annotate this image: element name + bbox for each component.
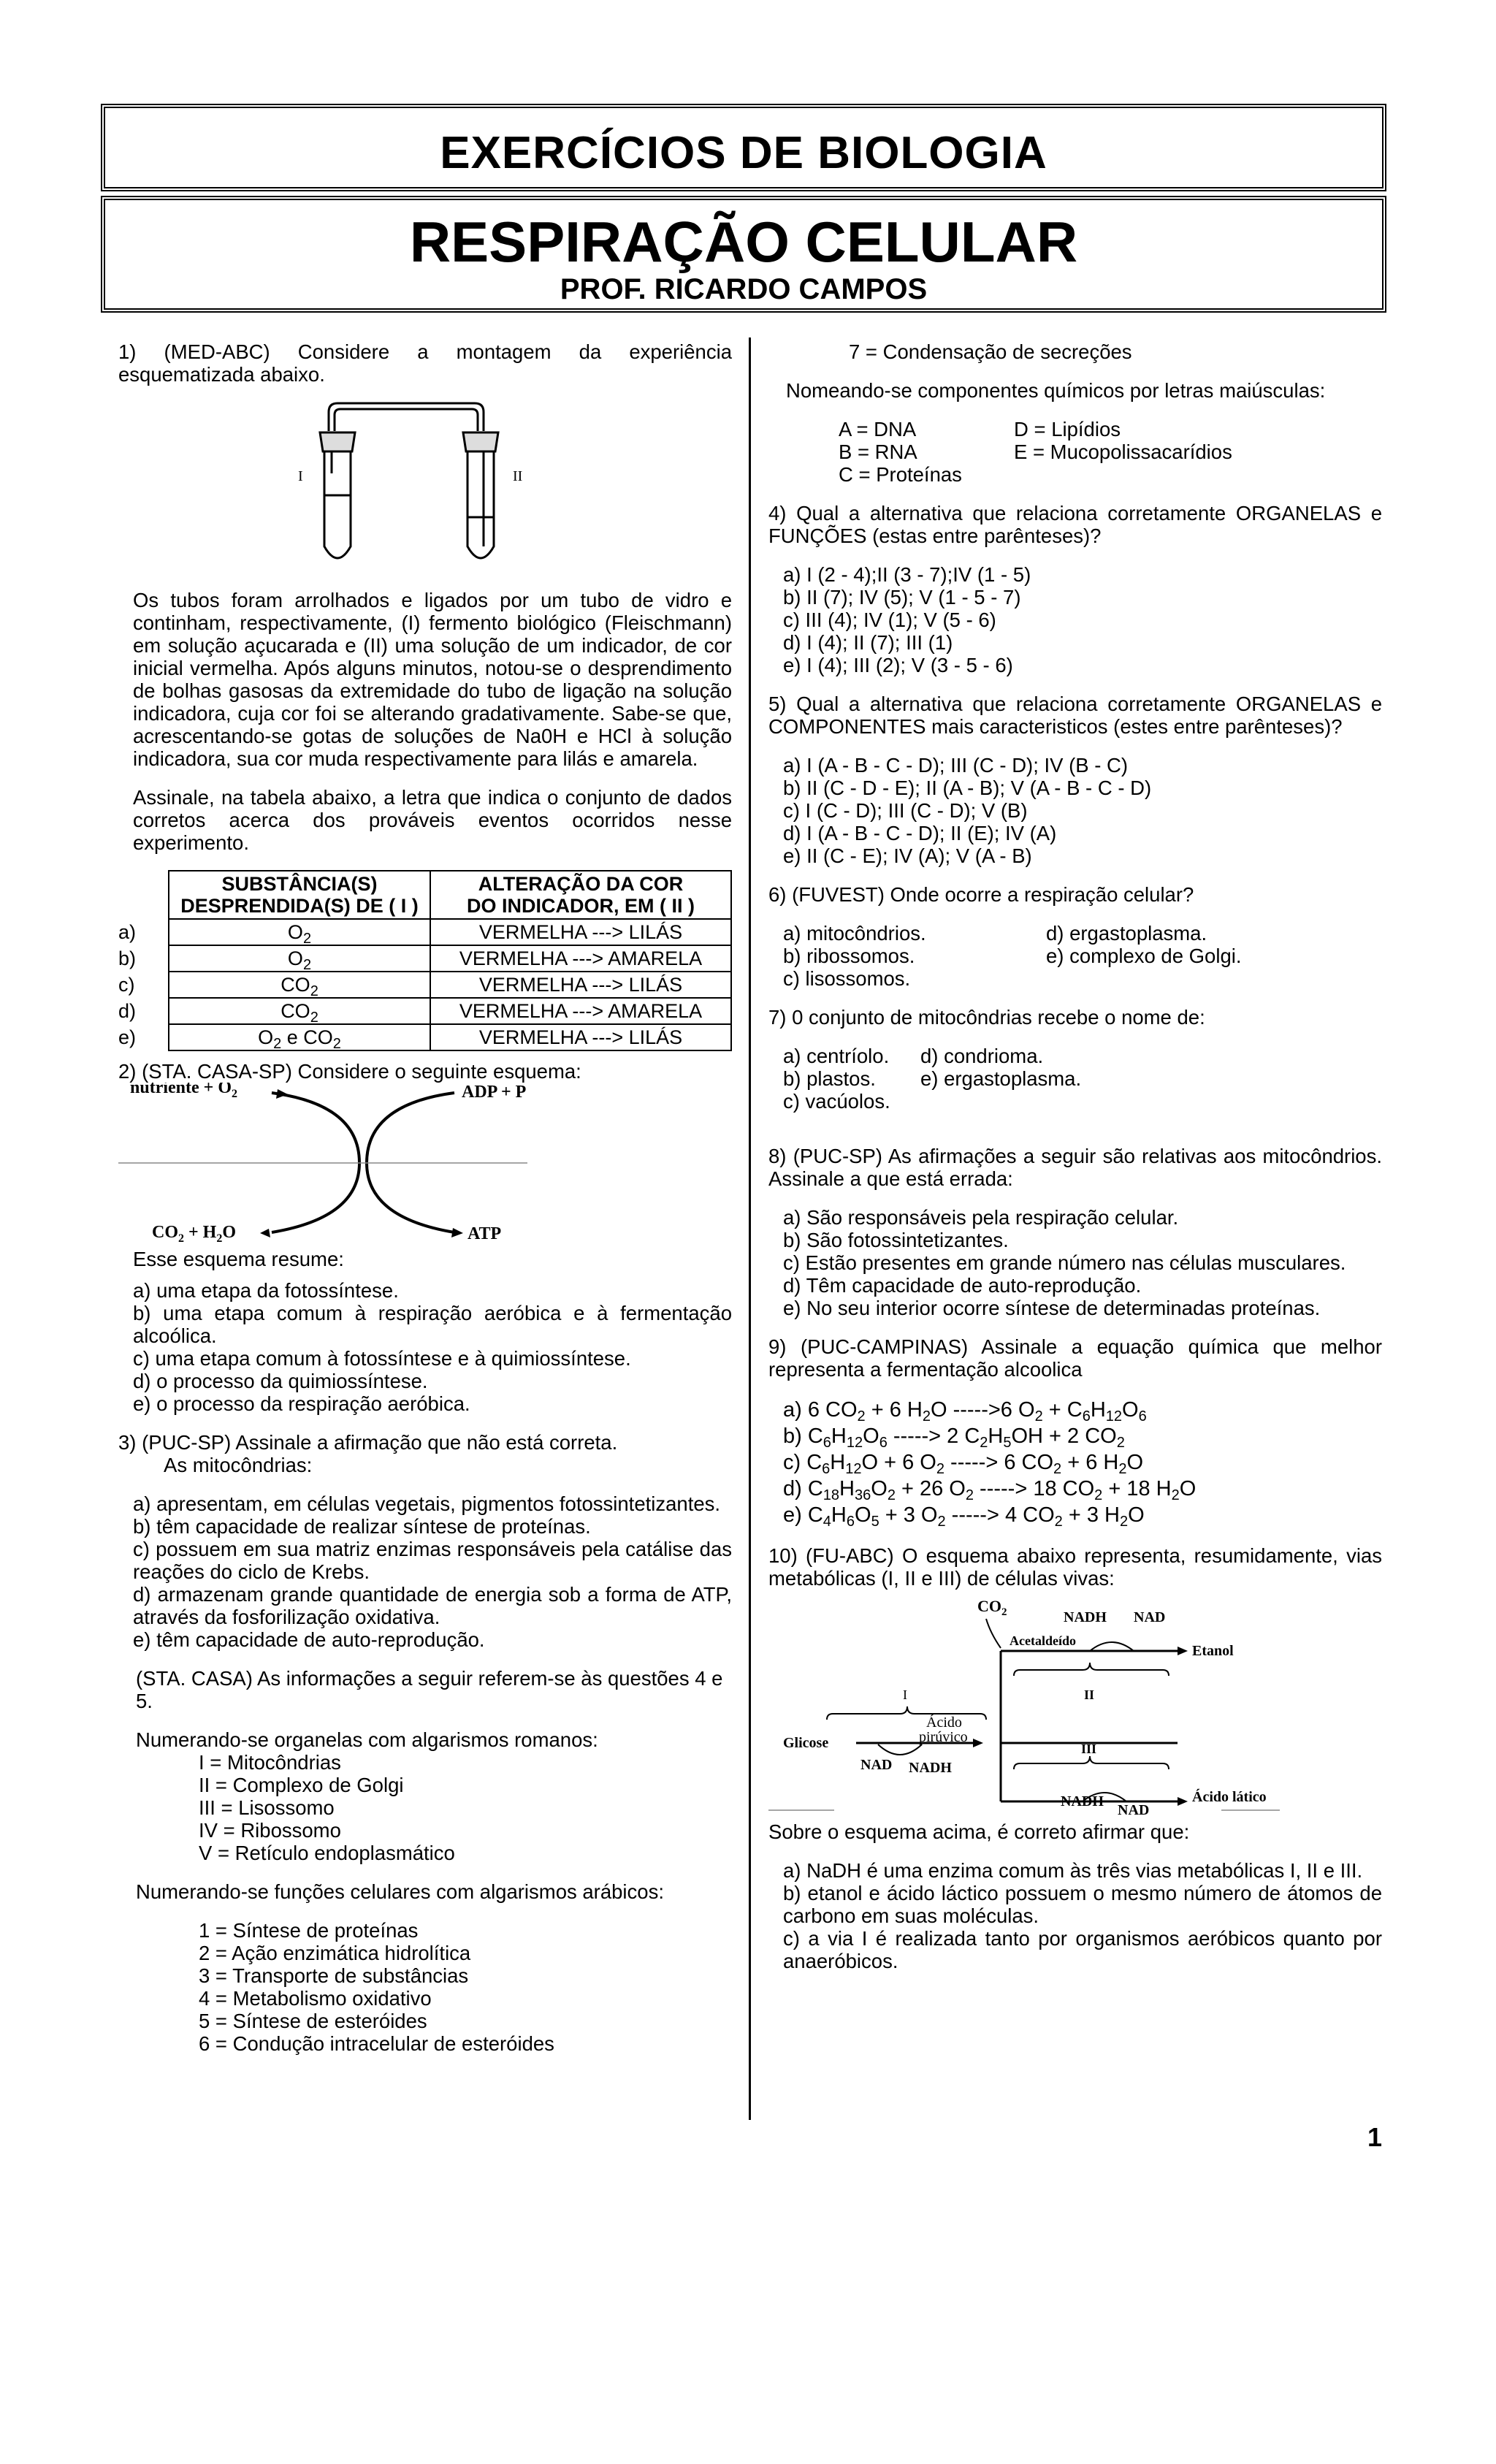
q3-option: a) apresentam, em células vegetais, pigmentos fotossintetizantes. <box>133 1492 721 1515</box>
info45-intro: (STA. CASA) As informações a seguir referem-se às questões 4 e 5. <box>136 1667 723 1712</box>
functions-title: Numerando-se funções celulares com algarismos arábicos: <box>136 1880 664 1903</box>
q7-intro: 7) 0 conjunto de mitocôndrias recebe o nome de: <box>768 1006 1205 1029</box>
q9-option-c: c) $C_6H_{12}O + 6$ $O_2$ -----> 6 $CO_2 + 6$ $H_2O$ <box>783 1451 1144 1477</box>
q4-option: d) I (4); II (7); III (1) <box>783 631 953 654</box>
components-title: Nomeando-se componentes químicos por letras maiúsculas: <box>786 379 1326 402</box>
table-row: c) $CO_2$ VERMELHA ---> LILÁS <box>118 972 731 998</box>
q5-option: d) I (A - B - C - D); II (E); IV (A) <box>783 822 1057 844</box>
organelles-title: Numerando-se organelas com algarismos romanos: <box>136 1728 598 1751</box>
svg-text:I: I <box>903 1687 907 1702</box>
svg-text:NAD: NAD <box>860 1757 893 1773</box>
components-list: A = DNA B = RNA C = Proteínas D = Lipídios E = Mucopolissacarídios <box>839 418 1232 486</box>
organelle-item: IV = Ribossomo <box>199 1819 341 1842</box>
q4-option: c) III (4); IV (1); V (5 - 6) <box>783 609 996 631</box>
function-item: 7 = Condensação de secreções <box>849 340 1132 363</box>
q3-option: d) armazenam grande quantidade de energia sob a forma de ATP, através da fosforilização oxidativa. <box>133 1583 732 1628</box>
organelle-item: III = Lisossomo <box>199 1796 335 1819</box>
tube-ii-label: II <box>513 468 523 484</box>
q2-option: a) uma etapa da fotossíntese. <box>133 1279 399 1302</box>
q4-option: b) II (7); IV (5); V (1 - 5 - 7) <box>783 586 1021 609</box>
organelle-item: II = Complexo de Golgi <box>199 1774 404 1796</box>
svg-text:II: II <box>1084 1687 1095 1702</box>
test-tubes-diagram <box>118 386 732 568</box>
q7-options: a) centríolo. b) plastos. c) vacúolos. d) condrioma. e) ergastoplasma. <box>783 1045 1082 1113</box>
atp-label: ATP <box>468 1224 502 1243</box>
q3-option: b) têm capacidade de realizar síntese de proteínas. <box>133 1515 591 1538</box>
table-row: e) $O_2$ e $CO_2$ VERMELHA ---> LILÁS <box>118 1024 731 1050</box>
q8-option: d) Têm capacidade de auto-reprodução. <box>783 1274 1142 1297</box>
svg-text:NAD: NAD <box>1134 1609 1166 1625</box>
q2-intro: 2) (STA. CASA-SP) Considere o seguinte esquema: <box>118 1060 581 1083</box>
q3-option: e) têm capacidade de auto-reprodução. <box>133 1628 485 1651</box>
q5-intro: 5) Qual a alternativa que relaciona corretamente ORGANELAS e COMPONENTES mais caracteristicos (estes entre parênteses)? <box>768 693 1382 738</box>
q5-option: a) I (A - B - C - D); III (C - D); IV (B - C) <box>783 754 1129 777</box>
adp-label: ADP + P <box>462 1083 527 1102</box>
energy-coupling-diagram <box>118 1083 557 1243</box>
header-series-box <box>101 104 1386 191</box>
svg-text:NADH: NADH <box>1061 1793 1104 1809</box>
svg-text:CO2: $CO_2$ <box>977 1597 1007 1618</box>
organelle-item: I = Mitocôndrias <box>199 1751 341 1774</box>
q2-option: d) o processo da quimiossíntese. <box>133 1370 428 1392</box>
q10-option: c) a via I é realizada tanto por organismos aeróbicos quanto por anaeróbicos. <box>783 1927 1382 1972</box>
page-title: RESPIRAÇÃO CELULAR <box>409 210 1078 274</box>
series-title: EXERCÍCIOS DE BIOLOGIA <box>440 128 1047 178</box>
svg-text:Etanol: Etanol <box>1192 1643 1234 1659</box>
svg-text:III: III <box>1081 1742 1097 1756</box>
function-item: 4 = Metabolismo oxidativo <box>199 1987 432 2010</box>
q4-intro: 4) Qual a alternativa que relaciona corretamente ORGANELAS e FUNÇÕES (estas entre parênteses)? <box>768 502 1382 547</box>
q1-text2: Assinale, na tabela abaixo, a letra que indica o conjunto de dados corretos acerca dos prováveis eventos ocorridos nesse experimento. <box>133 786 732 854</box>
page-number: 1 <box>1367 2122 1382 2152</box>
q10-intro: 10) (FU-ABC) O esquema abaixo representa, resumidamente, vias metabólicas (I, II e III) de células vivas: <box>768 1544 1382 1590</box>
tube-i-label: I <box>298 468 303 484</box>
q8-option: a) São responsáveis pela respiração celular. <box>783 1206 1179 1229</box>
q3-sub: As mitocôndrias: <box>164 1454 313 1476</box>
svg-text:pirúvico: pirúvico <box>919 1729 968 1745</box>
q4-option: e) I (4); III (2); V (3 - 5 - 6) <box>783 654 1013 676</box>
q6-intro: 6) (FUVEST) Onde ocorre a respiração celular? <box>768 883 1194 906</box>
q4-option: a) I (2 - 4);II (3 - 7);IV (1 - 5) <box>783 563 1031 586</box>
svg-text:NADH: NADH <box>1064 1609 1107 1625</box>
svg-text:Ácido: Ácido <box>926 1714 962 1731</box>
table-row: a) $O_2$ VERMELHA ---> LILÁS <box>118 919 731 945</box>
q9-option-d: d) $C_{18}H_{36}O_2 + 26$ $O_2$ -----> 18 $CO_2 + 18$ $H_2O$ <box>783 1477 1197 1503</box>
q9-option-b: b) $C_6H_{12}O_6$ -----> 2 $C_2H_5OH + 2$ $CO_2$ <box>783 1424 1125 1451</box>
table-header-substance: SUBSTÂNCIA(S) DESPRENDIDA(S) DE ( I ) <box>169 871 430 919</box>
q8-option: e) No seu interior ocorre síntese de determinadas proteínas. <box>783 1297 1321 1319</box>
function-item: 5 = Síntese de esteróides <box>199 2010 427 2032</box>
svg-text:NAD: NAD <box>1118 1802 1150 1816</box>
q5-option: c) I (C - D); III (C - D); V (B) <box>783 799 1028 822</box>
table-row: d) $CO_2$ VERMELHA ---> AMARELA <box>118 998 731 1024</box>
q2-option: c) uma etapa comum à fotossíntese e à quimiossíntese. <box>133 1347 631 1370</box>
q9-intro: 9) (PUC-CAMPINAS) Assinale a equação química que melhor representa a fermentação alcoolica <box>768 1335 1382 1381</box>
function-item: 2 = Ação enzimática hidrolítica <box>199 1942 471 1964</box>
q3-option: c) possuem em sua matriz enzimas responsáveis pela catálise das reações do ciclo de Krebs. <box>133 1538 732 1583</box>
svg-text:NADH: NADH <box>909 1760 952 1776</box>
q2-option: e) o processo da respiração aeróbica. <box>133 1392 470 1415</box>
left-column <box>118 340 732 2055</box>
q10-stem: Sobre o esquema acima, é correto afirmar que: <box>768 1820 1190 1843</box>
function-item: 1 = Síntese de proteínas <box>199 1919 419 1942</box>
table-row: b) $O_2$ VERMELHA ---> AMARELA <box>118 945 731 972</box>
q8-option: b) São fotossintetizantes. <box>783 1229 1009 1251</box>
author: PROF. RICARDO CAMPOS <box>560 273 928 305</box>
q9-option-a: a) 6 $CO_2 + 6$ $H_2O$ ----->6 $O_2 + C_6H_{12}O_6$ <box>783 1398 1147 1424</box>
q5-option: e) II (C - E); IV (A); V (A - B) <box>783 844 1032 867</box>
svg-text:Glicose: Glicose <box>783 1735 829 1751</box>
column-divider <box>749 337 751 2120</box>
svg-text:CO2 + H2O: $CO_2 + H_2O$ <box>152 1223 237 1243</box>
q5-option: b) II (C - D - E); II (A - B); V (A - B - C - D) <box>783 777 1152 799</box>
q8-intro: 8) (PUC-SP) As afirmações a seguir são relativas aos mitocôndrios. Assinale a que está errada: <box>768 1145 1382 1190</box>
q1-text1: Os tubos foram arrolhados e ligados por um tubo de vidro e continham, respectivamente, (I) fermento biológico (Fleischmann) em solução açucarada e (II) uma solução de um indicador, de cor inicial vermelha. Após alguns minutos, notou-se o desprendimento de bolhas gasosas da extremidade do tubo de ligação na solução indicadora, cuja cor foi se alterando gradativamente. Sabe-se que, acrescentando-se gotas de soluções de Na0H e HCl à solução indicadora, sua cor muda respectivamente para lilás e amarela. <box>133 589 732 770</box>
organelle-item: V = Retículo endoplasmático <box>199 1842 455 1864</box>
table-header-color: ALTERAÇÃO DA COR DO INDICADOR, EM ( II ) <box>430 871 731 919</box>
svg-text:Acetaldeído: Acetaldeído <box>1010 1633 1076 1648</box>
header-title-box <box>101 196 1386 313</box>
metabolic-pathways-diagram <box>768 1590 1382 1816</box>
svg-text:nutriente + O2: nutriente + $O_2$ <box>130 1083 237 1100</box>
function-item: 6 = Condução intracelular de esteróides <box>199 2032 554 2055</box>
q6-options: a) mitocôndrios. b) ribossomos. c) lisossomos. d) ergastoplasma. e) complexo de Golgi. <box>783 922 1242 990</box>
function-item: 3 = Transporte de substâncias <box>199 1964 469 1987</box>
q1-table <box>118 870 732 1051</box>
q8-option: c) Estão presentes em grande número nas células musculares. <box>783 1251 1346 1274</box>
q10-option: a) NaDH é uma enzima comum às três vias metabólicas I, II e III. <box>783 1859 1363 1882</box>
q1-intro: 1) (MED-ABC) Considere a montagem da experiência esquematizada abaixo. <box>118 340 732 386</box>
right-column <box>768 340 1382 1972</box>
q3-intro: 3) (PUC-SP) Assinale a afirmação que não está correta. <box>118 1431 618 1454</box>
q10-option: b) etanol e ácido láctico possuem o mesmo número de átomos de carbono em suas moléculas. <box>783 1882 1382 1927</box>
svg-text:Ácido lático: Ácido lático <box>1192 1789 1267 1805</box>
q9-option-e: e) $C_4H_6O_5 + 3$ $O_2$ -----> 4 $CO_2 + 3$ $H_2O$ <box>783 1503 1145 1530</box>
q2-option: b) uma etapa comum à respiração aeróbica e à fermentação alcoólica. <box>133 1302 732 1347</box>
q2-stem: Esse esquema resume: <box>133 1248 344 1270</box>
